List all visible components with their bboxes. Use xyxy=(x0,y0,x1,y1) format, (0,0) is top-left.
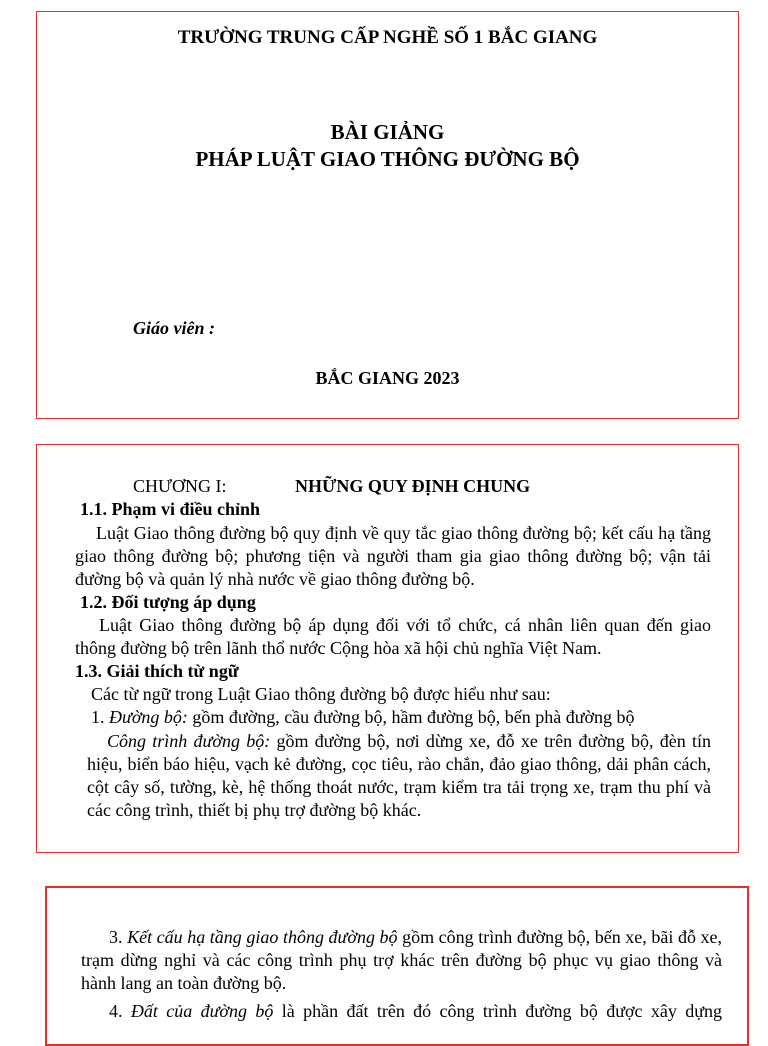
item-2-body: gồm đường bộ, nơi dừng xe, đỗ xe trên đường bộ, đèn tín hiệu, biển báo hiệu, vạch kẻ đường, cọc tiêu, rào chắn, đảo giao thông, dải phân cách, cột cây số, tường, kè, hệ thống thoát nước, trạm kiểm tra tải trọng xe, trạm thu phí và các công trình, thiết bị phụ trợ đường bộ khác. xyxy=(87,731,712,820)
chapter-title: NHỮNG QUY ĐỊNH CHUNG xyxy=(295,476,531,496)
section-1-heading: 1.1. Phạm vi điều chỉnh xyxy=(80,499,261,519)
definition-item-3 xyxy=(81,926,722,995)
section-3-heading: 1.3. Giải thích từ ngữ xyxy=(75,661,239,681)
cover-page xyxy=(36,11,739,419)
teacher-label: Giáo viên : xyxy=(133,318,215,338)
lecture-title: PHÁP LUẬT GIAO THÔNG ĐƯỜNG BỘ xyxy=(195,147,580,171)
item-1-number: 1. xyxy=(91,707,105,727)
item-3-body: gồm công trình đường bộ, bến xe, bãi đỗ xe, trạm dừng nghỉ và các công trình phụ trợ khác trên đường bộ phục vụ giao thông và hành lang an toàn đường bộ. xyxy=(81,927,723,993)
item-3-term: Kết cấu hạ tầng giao thông đường bộ xyxy=(127,927,398,947)
item-1-term: Đường bộ: xyxy=(109,707,188,727)
item-3-number: 3. xyxy=(109,927,123,947)
continuation-page xyxy=(45,886,749,1046)
item-4-number: 4. xyxy=(109,1001,123,1021)
city-year: BẮC GIANG 2023 xyxy=(315,368,460,388)
item-2-term: Công trình đường bộ: xyxy=(107,731,271,751)
item-4-term: Đất của đường bộ xyxy=(130,1001,274,1021)
school-name: TRƯỜNG TRUNG CẤP NGHỀ SỐ 1 BẮC GIANG xyxy=(177,27,598,48)
definition-item-1 xyxy=(91,706,634,729)
chapter-label: CHƯƠNG I: xyxy=(133,476,227,496)
section-1-body: Luật Giao thông đường bộ quy định về quy tắc giao thông đường bộ; kết cấu hạ tầng giao thông đường bộ; phương tiện và người tham gia giao thông đường bộ; vận tải đường bộ và quản lý nhà nước về giao thông đường bộ. xyxy=(75,523,711,589)
item-4-body: là phần đất trên đó công trình đường bộ được xây dựng xyxy=(281,1001,723,1021)
definition-item-4 xyxy=(81,1000,722,1023)
definition-item-2 xyxy=(87,730,711,822)
section-3-intro: Các từ ngữ trong Luật Giao thông đường bộ được hiểu như sau: xyxy=(91,684,551,704)
section-2-body: Luật Giao thông đường bộ áp dụng đối với tổ chức, cá nhân liên quan đến giao thông đường bộ trên lãnh thổ nước Cộng hòa xã hội chủ nghĩa Việt Nam. xyxy=(75,615,711,658)
chapter-page xyxy=(36,444,739,853)
item-1-body: gồm đường, cầu đường bộ, hầm đường bộ, bến phà đường bộ xyxy=(192,707,635,727)
section-2-heading: 1.2. Đối tượng áp dụng xyxy=(80,592,256,612)
lecture-label: BÀI GIẢNG xyxy=(330,120,445,144)
